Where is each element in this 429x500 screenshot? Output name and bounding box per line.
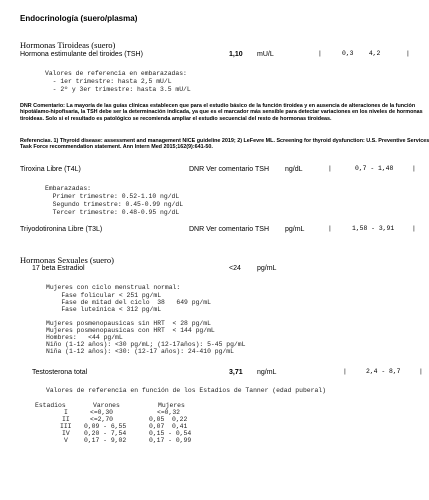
testosterona-name: Testosterona total: [32, 369, 88, 376]
estradiol-ref-line: Mujeres con ciclo menstrual normal:: [46, 284, 181, 291]
t4l-ref-line: Tercer trimestre: 0.48-0.95 ng/dL: [45, 209, 180, 216]
tanner-stage: I: [64, 409, 68, 416]
tanner-male: 0,20 - 7,54: [84, 430, 127, 437]
estradiol-ref-line: Niño (1-12 años): <30 pg/mL; (12-17años): 5-45 pg/mL: [46, 341, 246, 348]
tanner-stage: V: [64, 437, 68, 444]
estradiol-value: <24: [229, 265, 241, 272]
tsh-ref-line: - 1er trimestre: hasta 2,5 mU/L: [45, 78, 172, 85]
testosterona-range-end: |: [419, 368, 423, 375]
estradiol-unit: pg/mL: [257, 265, 277, 272]
section-title-thyroid: Hormonas Tiroideas (suero): [20, 40, 116, 50]
estradiol-ref-line: Mujeres posmenopausicas con HRT < 144 pg/mL: [46, 327, 215, 334]
t3l-name: Triyodotironina Libre (T3L): [20, 226, 103, 233]
tanner-male: 0,09 - 6,55: [84, 423, 127, 430]
page-title: Endocrinología (suero/plasma): [20, 14, 138, 23]
tanner-stage: IV: [62, 430, 70, 437]
tsh-ref-line: Valores de referencia en embarazadas:: [45, 70, 187, 77]
tanner-female: 0,05 0,22: [149, 416, 188, 423]
section-title-sex: Hormonas Sexuales (suero): [20, 255, 114, 265]
t3l-range-start: |: [328, 225, 332, 232]
t3l-value: DNR Ver comentario TSH: [189, 226, 270, 233]
t4l-ref-line: Primer trimestre: 0.52-1.10 ng/dL: [45, 193, 180, 200]
estradiol-ref-line: Fase luteínica < 312 pg/mL: [46, 306, 162, 313]
testosterona-range: 2,4 - 8,7: [366, 368, 401, 375]
t3l-unit: pg/mL: [285, 226, 305, 233]
tanner-header-male: Varones: [93, 402, 120, 409]
tanner-female: <=0,32: [157, 409, 181, 416]
t4l-ref-line: Segundo trimestre: 0.45-0.99 ng/dL: [45, 201, 184, 208]
t4l-unit: ng/dL: [285, 166, 303, 173]
tanner-male: <=2,70: [90, 416, 114, 423]
tanner-stage: III: [60, 423, 72, 430]
tanner-female: 0,17 - 0,99: [149, 437, 192, 444]
tanner-header-female: Mujeres: [158, 402, 185, 409]
tanner-male: 0,17 - 9,02: [84, 437, 127, 444]
tanner-female: 0,15 - 0,54: [149, 430, 192, 437]
testosterona-value: 3,71: [229, 369, 243, 376]
tsh-unit: mU/L: [257, 51, 274, 58]
tanner-header-stage: Estadios: [35, 402, 66, 409]
testosterona-unit: ng/mL: [257, 369, 277, 376]
estradiol-ref-line: Mujeres posmenopausicas sin HRT < 28 pg/mL: [46, 320, 211, 327]
estradiol-ref-line: Niña (1-12 años): <30: (12-17 años): 24-410 pg/mL: [46, 348, 234, 355]
t4l-range-end: |: [412, 165, 416, 172]
t4l-value: DNR Ver comentario TSH: [189, 166, 270, 173]
tanner-female: 0,07 0,41: [149, 423, 188, 430]
tsh-value: 1,10: [229, 51, 243, 58]
tsh-range-start: |: [318, 50, 322, 57]
tsh-comment: DNR Comentario: La mayoría de las guías clínicas establecen que para el estudio básico de la función tiroidea y en ausencia de alteraciones de la función hipotálamo-hipofisaria, la TSH debe ser la determinación indicada, ya que es el marcador más sensible para detectar variaciones en los niveles de hormonas tiroideas. Solo si el resultado es patológico se recomienda ampliar el estudio secuencial del resto de hormonas tiroideas.: [20, 103, 423, 122]
references-text: Referencias. 1) Thyroid disease: assessment and management NICE guideline 2019; 2) LeFevre ML. Screening for thyroid dysfunction: U.S. Preventive Services Task Force recommendation statement. Ann Intern Med 2015;162(9):641-50.: [20, 138, 429, 151]
t4l-name: Tiroxina Libre (T4L): [20, 166, 81, 173]
t4l-ref-line: Embarazadas:: [45, 185, 92, 192]
tsh-range-end: |: [406, 50, 410, 57]
t4l-range: 0,7 - 1,48: [355, 165, 394, 172]
tanner-stage: II: [62, 416, 70, 423]
tanner-male: <=0,30: [90, 409, 114, 416]
t3l-range: 1,58 - 3,91: [352, 225, 395, 232]
tsh-range: 0,3 4,2: [342, 50, 381, 57]
tanner-title: Valores de referencia en función de los Estadios de Tanner (edad puberal): [46, 387, 326, 394]
t3l-range-end: |: [412, 225, 416, 232]
tsh-name: Hormona estimulante del tiroides (TSH): [20, 51, 143, 58]
t4l-range-start: |: [328, 165, 332, 172]
estradiol-ref-line: Hombres: <44 pg/mL: [46, 334, 123, 341]
testosterona-range-start: |: [343, 368, 347, 375]
estradiol-ref-line: Fase de mitad del ciclo 38 649 pg/mL: [46, 299, 211, 306]
estradiol-name: 17 beta Estradiol: [32, 265, 85, 272]
tsh-ref-line: - 2º y 3er trimestre: hasta 3.5 mU/L: [45, 86, 191, 93]
estradiol-ref-line: Fase folicular < 251 pg/mL: [46, 292, 162, 299]
